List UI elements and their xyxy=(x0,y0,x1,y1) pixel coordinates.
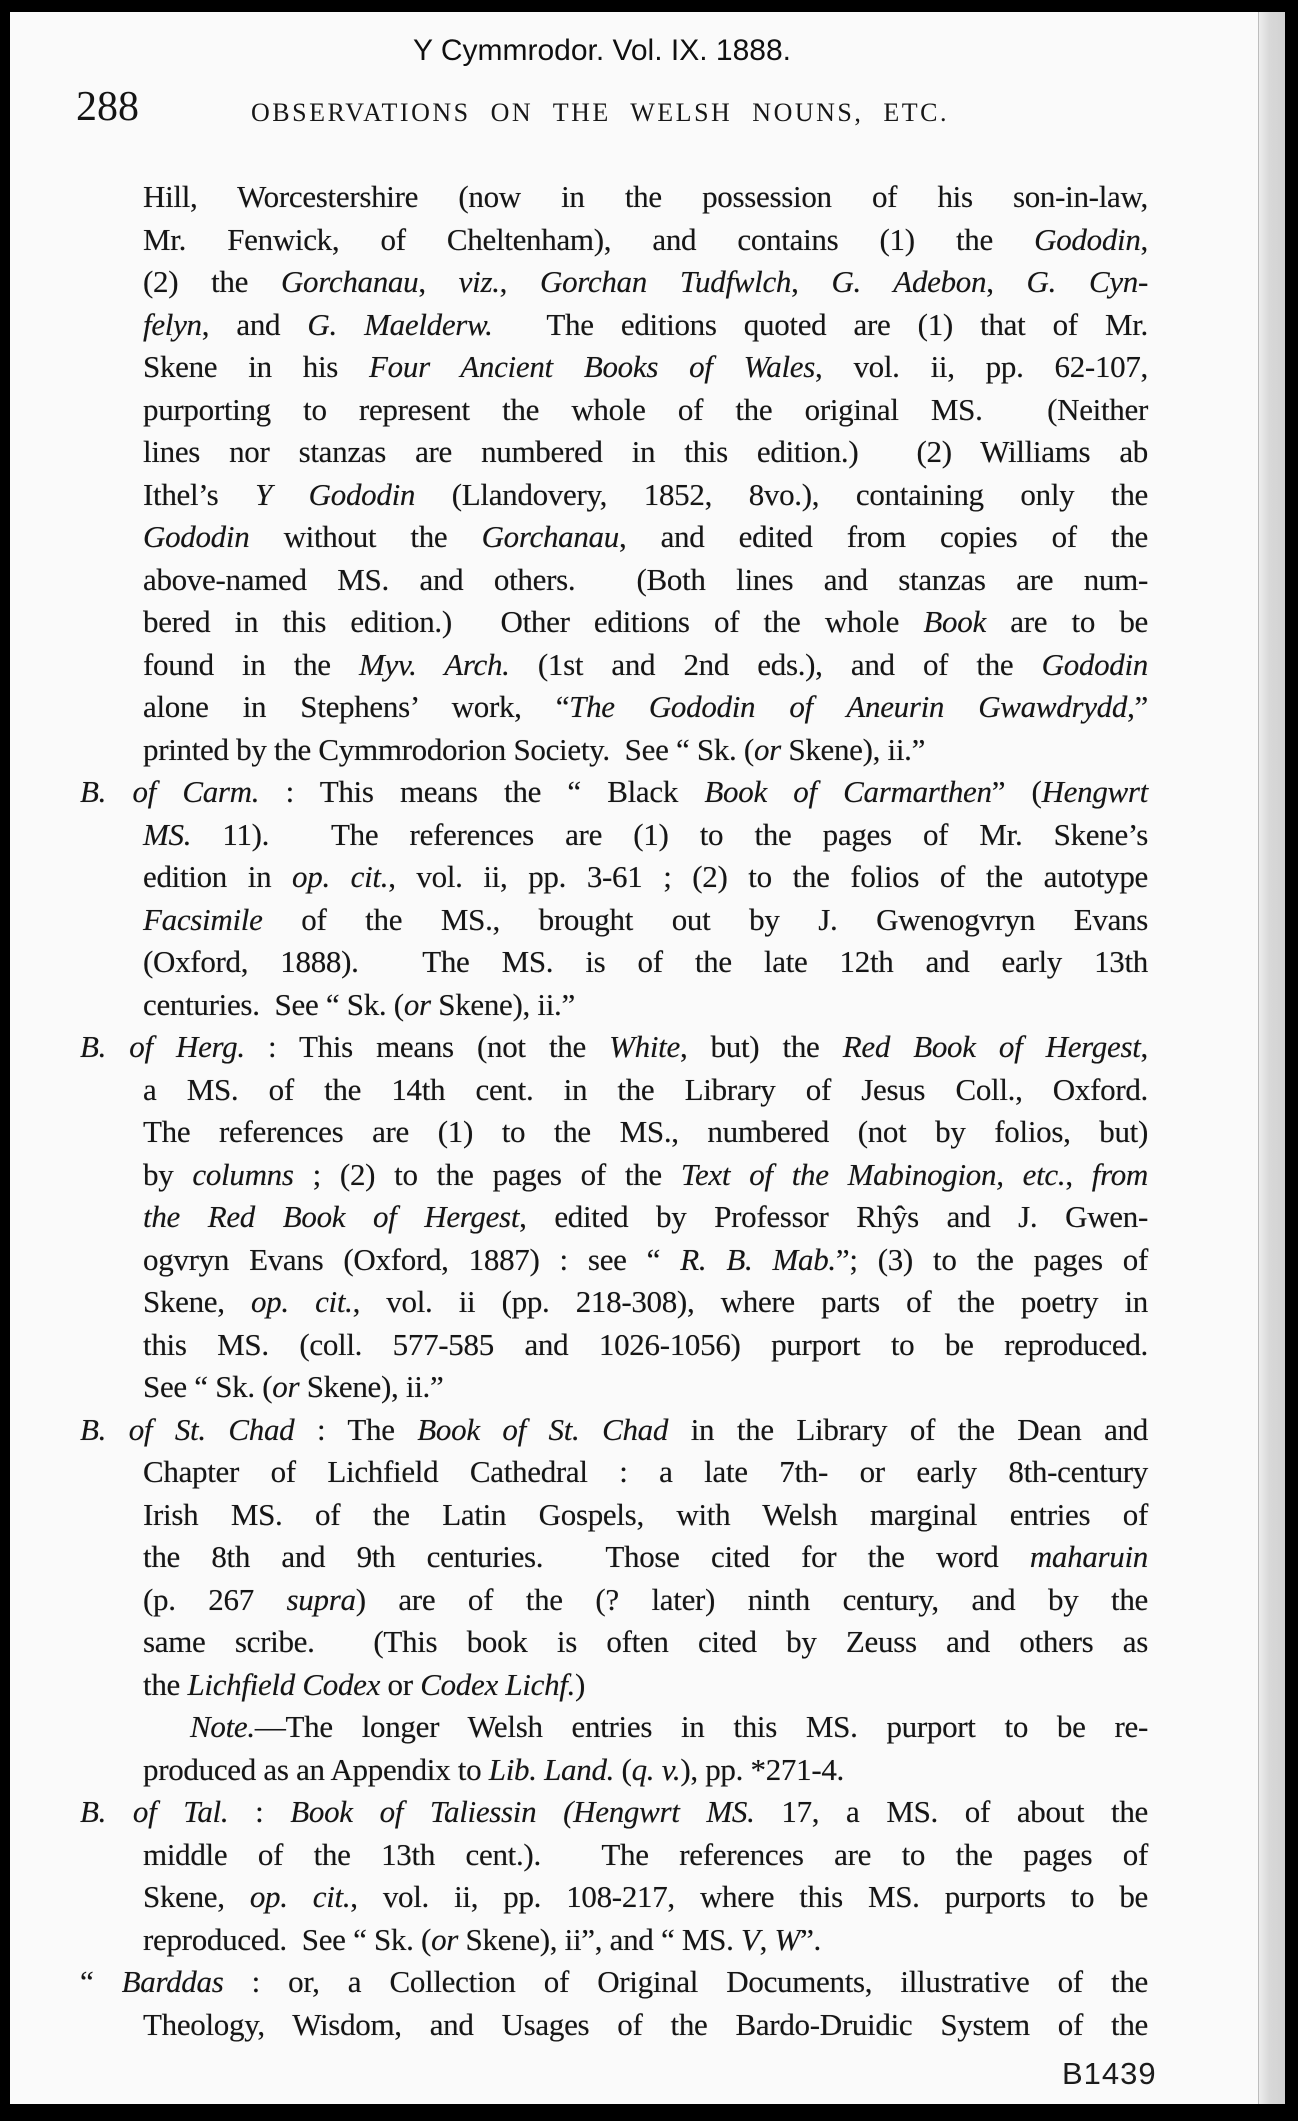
text-line: edition in op. cit., vol. ii, pp. 3-61 ; (2) to the folios of the autotype xyxy=(143,859,1148,894)
text-line: reproduced. See “ Sk. (or Skene), ii”, and “ MS. V, W”. xyxy=(143,1921,821,1957)
text-line: ogvryn Evans (Oxford, 1887) : see “ R. B. Mab.”; (3) to the pages of xyxy=(143,1241,1148,1277)
text-line: Ithel’s Y Gododin (Llandovery, 1852, 8vo.), containing only the xyxy=(143,476,1148,512)
text-line: “ Barddas : or, a Collection of Original Documents, illustrative of the xyxy=(80,1964,1148,1999)
text-line: the Lichfield Codex or Codex Lichf.) xyxy=(143,1666,586,1702)
text-line: Skene, op. cit., vol. ii (pp. 218-308), where parts of the poetry in xyxy=(143,1284,1148,1319)
text-line: the 8th and 9th centuries. Those cited for the word maharuin xyxy=(143,1539,1148,1574)
text-line: See “ Sk. (or Skene), ii.” xyxy=(143,1369,444,1404)
text-line: Hill, Worcestershire (now in the possession of his son-in-law, xyxy=(143,179,1148,214)
text-line: (2) the Gorchanau, viz., Gorchan Tudfwlch, G. Adebon, G. Cyn- xyxy=(143,264,1148,299)
text-line: MS. 11). The references are (1) to the pages of Mr. Skene’s xyxy=(143,816,1148,852)
text-line: (Oxford, 1888). The MS. is of the late 12th and early 13th xyxy=(143,944,1148,979)
page-edge-shadow xyxy=(1258,12,1285,2104)
text-line: centuries. See “ Sk. (or Skene), ii.” xyxy=(143,986,575,1022)
text-line: Facsimile of the MS., brought out by J. Gwenogvryn Evans xyxy=(143,901,1148,937)
catalog-stamp: B1439 xyxy=(1062,2056,1157,2091)
text-line: The references are (1) to the MS., numbered (not by folios, but) xyxy=(143,1114,1148,1149)
text-line: the Red Book of Hergest, edited by Professor Rhŷs and J. Gwen- xyxy=(143,1199,1148,1234)
text-line: Irish MS. of the Latin Gospels, with Welsh marginal entries of xyxy=(143,1496,1148,1532)
text-line: same scribe. (This book is often cited by Zeuss and others as xyxy=(143,1624,1148,1659)
text-line: found in the Myv. Arch. (1st and 2nd eds.), and of the Gododin xyxy=(143,646,1149,682)
text-line: lines nor stanzas are numbered in this edition.) (2) Williams ab xyxy=(143,434,1148,469)
text-line: bered in this edition.) Other editions of the whole Book are to be xyxy=(143,604,1148,639)
text-line: felyn, and G. Maelderw. The editions quoted are (1) that of Mr. xyxy=(143,306,1148,342)
text-line: purporting to represent the whole of the original MS. (Neither xyxy=(143,391,1148,427)
text-line: above-named MS. and others. (Both lines and stanzas are num- xyxy=(143,561,1148,597)
running-head: OBSERVATIONS ON THE WELSH NOUNS, ETC. xyxy=(251,98,949,127)
text-line: (p. 267 supra) are of the (? later) ninth century, and by the xyxy=(143,1581,1148,1617)
text-line: Note.—The longer Welsh entries in this MS. purport to be re- xyxy=(190,1709,1148,1744)
page-body xyxy=(80,176,1148,2046)
text-line: B. of Tal. : Book of Taliessin (Hengwrt MS. 17, a MS. of about the xyxy=(80,1794,1149,1829)
text-line: by columns ; (2) to the pages of the Text of the Mabinogion, etc., from xyxy=(143,1156,1148,1192)
text-line: Mr. Fenwick, of Cheltenham), and contains (1) the Gododin, xyxy=(143,221,1148,257)
text-line: a MS. of the 14th cent. in the Library of Jesus Coll., Oxford. xyxy=(143,1071,1148,1107)
text-line: printed by the Cymmrodorion Society. See “ Sk. (or Skene), ii.” xyxy=(143,731,926,767)
text-line: produced as an Appendix to Lib. Land. (q. v.), pp. *271-4. xyxy=(143,1751,845,1787)
text-line: B. of Carm. : This means the “ Black Book of Carmarthen” (Hengwrt xyxy=(80,774,1148,809)
text-line: B. of Herg. : This means (not the White, but) the Red Book of Hergest, xyxy=(80,1029,1148,1064)
text-line: Chapter of Lichfield Cathedral : a late 7th- or early 8th-century xyxy=(143,1454,1148,1489)
journal-header: Y Cymmrodor. Vol. IX. 1888. xyxy=(413,34,791,67)
text-line: Gododin without the Gorchanau, and edited from copies of the xyxy=(143,519,1148,554)
text-line: B. of St. Chad : The Book of St. Chad in the Library of the Dean and xyxy=(80,1411,1148,1447)
text-line: middle of the 13th cent.). The references are to the pages of xyxy=(143,1836,1148,1872)
page-number: 288 xyxy=(76,84,139,130)
text-line: Skene, op. cit., vol. ii, pp. 108-217, where this MS. purports to be xyxy=(143,1879,1148,1914)
text-line: alone in Stephens’ work, “The Gododin of Aneurin Gwawdrydd,” xyxy=(143,689,1148,724)
text-line: Skene in his Four Ancient Books of Wales, vol. ii, pp. 62-107, xyxy=(143,349,1148,384)
text-line: this MS. (coll. 577-585 and 1026-1056) purport to be reproduced. xyxy=(143,1326,1148,1362)
text-line: Theology, Wisdom, and Usages of the Bardo-Druidic System of the xyxy=(143,2006,1148,2042)
scanned-page xyxy=(10,12,1285,2104)
